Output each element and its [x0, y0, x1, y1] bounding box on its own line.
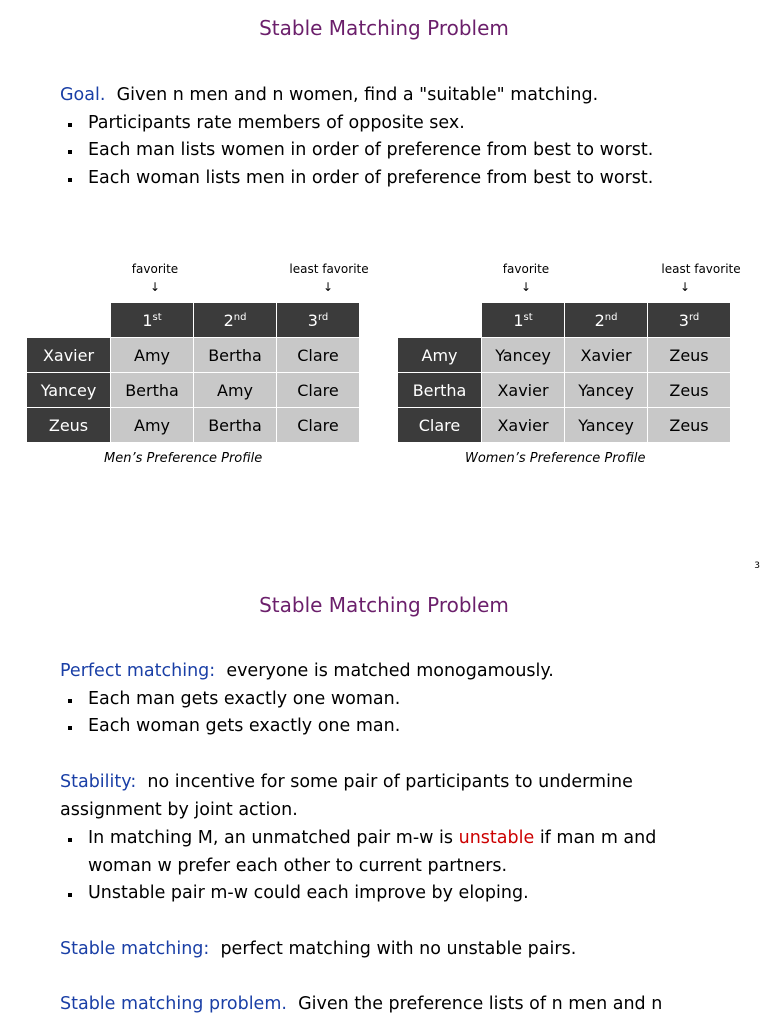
rank-header: 1st [111, 303, 193, 337]
row-header: Xavier [27, 338, 110, 372]
perfect-matching-line: Perfect matching: everyone is matched monogamously. [60, 661, 554, 681]
rank-header: 2nd [194, 303, 276, 337]
table-cell: Clare [277, 373, 359, 407]
goal-line [60, 81, 598, 109]
slide-1: Stable Matching Problem Goal. Given n men and n women, find a "suitable" matching. Participants rate members of opposite sex. Each man lists women in order of preference from best to worst. Each woman lists men in order of preference from best to worst. favorite ↓ least favorite ↓ favorite ↓ least favorite ↓ 1st 2nd 3rd Xavier Amy Bertha Clare Yancey Bertha Amy Clare Zeus Amy Bertha Clare Men’s Preference Profile 1st 2nd 3rd Amy Yancey Xavier Zeus Bertha Xavier Yancey Zeus Clare Xavier Yancey Zeus Women’s Preference Profile 3 [0, 0, 768, 576]
table-row [398, 408, 730, 442]
stability-label: Stability: [60, 772, 137, 792]
rank-header: 3rd [277, 303, 359, 337]
table-cell: Clare [277, 408, 359, 442]
table-cell: Clare [277, 338, 359, 372]
down-arrow-icon: ↓ [679, 280, 691, 294]
least-favorite-label: least favorite [661, 262, 741, 276]
favorite-label: favorite [502, 262, 550, 276]
goal-text: Given n men and n women, find a "suitable" matching. [116, 85, 599, 105]
least-favorite-label: least favorite [289, 262, 369, 276]
table-cell: Yancey [565, 373, 647, 407]
down-arrow-icon: ↓ [149, 280, 161, 294]
rank-header: 2nd [565, 303, 647, 337]
table-header-row [398, 303, 730, 337]
table-cell: Bertha [194, 408, 276, 442]
table-cell: Zeus [648, 373, 730, 407]
table-row [27, 338, 359, 372]
rank-header: 1st [482, 303, 564, 337]
stable-matching-line: Stable matching: perfect matching with no unstable pairs. [60, 939, 577, 959]
women-preference-table [397, 302, 731, 443]
table-cell: Zeus [648, 338, 730, 372]
table-cell: Bertha [111, 373, 193, 407]
unstable-term: unstable [458, 828, 535, 848]
table-cell: Zeus [648, 408, 730, 442]
table-cell: Amy [111, 338, 193, 372]
table-corner [398, 303, 481, 337]
favorite-label: favorite [131, 262, 179, 276]
table-cell: Bertha [194, 338, 276, 372]
men-table-caption: Men’s Preference Profile [104, 451, 263, 466]
men-preference-table [26, 302, 360, 443]
row-header: Bertha [398, 373, 481, 407]
goal-label: Goal. [60, 85, 106, 105]
row-header: Yancey [27, 373, 110, 407]
slide-title: Stable Matching Problem [259, 16, 509, 40]
page-number: 3 [754, 561, 760, 571]
stability-line-2: assignment by joint action. [60, 800, 298, 820]
row-header: Clare [398, 408, 481, 442]
table-corner [27, 303, 110, 337]
table-cell: Xavier [482, 373, 564, 407]
table-row [27, 408, 359, 442]
table-row [27, 373, 359, 407]
perfect-matching-label: Perfect matching: [60, 661, 216, 681]
row-header: Amy [398, 338, 481, 372]
slide-2: Stable Matching Problem Perfect matching: everyone is matched monogamously. Each man gets exactly one woman. Each woman gets exactly one man. Stability: no incentive for some pair of participants to undermine assignment by joint action. In matching M, an unmatched pair m-w is unstable if man m and woman w prefer each other to current partners. Unstable pair m-w could each improve by eloping. Stable matching: perfect matching with no unstable pairs. Stable matching problem. Given the preference lists of n men and n [0, 576, 768, 1024]
table-cell: Amy [194, 373, 276, 407]
women-table-caption: Women’s Preference Profile [465, 451, 646, 466]
table-cell: Xavier [482, 408, 564, 442]
down-arrow-icon: ↓ [520, 280, 532, 294]
table-cell: Yancey [565, 408, 647, 442]
stable-matching-problem-label: Stable matching problem. [60, 994, 287, 1014]
bullet-continuation: woman w prefer each other to current partners. [88, 856, 508, 876]
table-cell: Yancey [482, 338, 564, 372]
stable-matching-problem-line: Stable matching problem. Given the preference lists of n men and n [60, 994, 663, 1014]
table-header-row [27, 303, 359, 337]
slide-title: Stable Matching Problem [259, 593, 509, 617]
stable-matching-label: Stable matching: [60, 939, 210, 959]
table-row [398, 338, 730, 372]
row-header: Zeus [27, 408, 110, 442]
table-cell: Xavier [565, 338, 647, 372]
down-arrow-icon: ↓ [322, 280, 334, 294]
table-cell: Amy [111, 408, 193, 442]
rank-header: 3rd [648, 303, 730, 337]
stability-line: Stability: no incentive for some pair of participants to undermine [60, 772, 633, 792]
table-row [398, 373, 730, 407]
